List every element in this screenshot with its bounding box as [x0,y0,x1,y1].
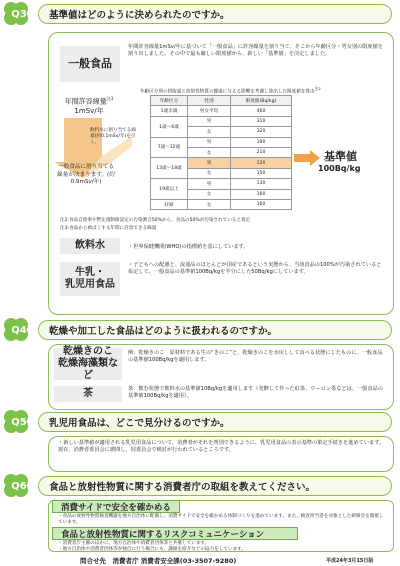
table-row [151,179,292,189]
limit-table [150,95,292,210]
table-cell-age: 妊婦 [151,199,188,209]
q5-title: 乳児用食品は、どこで見分けるのですか。 [38,412,392,432]
table-cell-value: 190 [231,137,292,147]
tea-tag: 茶 [54,386,122,402]
general-alloc-text: 一般食品に割り当てる線量が決まります。(約0.9mSv/年) [57,164,115,186]
table-cell-age: 1歳未満 [151,106,188,116]
table-cell-age: 1歳～6歳 [151,116,188,137]
annual-dose-note: 注3 [106,96,114,101]
table-caption: 年齢区分別の摂取量と放射性物質の健康に与える影響を考慮し算出した限度値を算出$^{注2}$ [140,86,321,95]
table-cell-sex: 男 [188,158,231,168]
q3-badge: Q3 [11,8,27,20]
q6-badge: Q6 [11,480,27,492]
annual-dose [52,96,126,116]
risk-communication-text-a: ・消費者庁主催のほかに、地方自治体や消費者団体等と共催しています。 [58,541,210,546]
table-row [151,137,292,147]
table-cell-value: 160 [231,189,292,199]
table-row [151,116,292,126]
standard-arrow [294,150,320,166]
q6-title: 食品と放射性物質に関する消費者庁の取組を教えてください。 [38,476,392,496]
q5-badge: Q5 [11,416,27,428]
general-food-text: 年間許容線量1mSv/年に基づいて「一般食品」に許容線量を割り当て、そこから年齢区分・男女別の限度値を割り出しました。その中で最も厳しい限度値から、新しい「基準値」を決定しました。 [128,44,383,58]
table-cell-sex: 男 [188,137,231,147]
table-cell-value: 210 [231,147,292,157]
footer-date: 平成24年3月15日版 [326,558,374,564]
table-cell-sex: 男 [188,179,231,189]
table-cell-value: 130 [231,179,292,189]
table-cell-value: 310 [231,116,292,126]
standard-label: 基準値 [324,150,357,163]
tea-text: 茶：飲む状態で飲料水の基準値10Bq/kgを適用します（発酵して作った紅茶、ウーロン茶などは、一般食品の基準値100Bq/kgを適用）。 [128,386,383,400]
risk-communication-text-b: ・地方自治体や消費者団体等が独自に行う場合にも、講師を紹介などの協力をしています。 [58,547,246,552]
q3-title: 基準値はどのように決められたのですか。 [38,4,392,24]
table-cell-sex: 女 [188,189,231,199]
annual-dose-label: 年間許容線量 [64,97,107,106]
table-cell-age: 19歳以上 [151,179,188,200]
table-cell-value: 120 [231,158,292,168]
table-header: 限度値(Bq/kg) [231,96,292,106]
q4-title: 乾燥や加工した食品はどのように扱われるのですか。 [38,320,392,340]
table-row-highlight [151,158,292,168]
table-cell-sex: 女 [188,168,231,178]
q5-text: ・新しい基準値が適用される乳児用食品について、消費者がそれを判別できるように、乳児用食品の表示基準の策定手続きを進めています。現在、消費者委員会に諮問し、同委員会で検討が行われているところです。 [58,440,385,454]
table-row [151,199,292,209]
table-cell-value: 160 [231,199,292,209]
table-header-row [151,96,292,106]
table-cell-value: 150 [231,168,292,178]
table-row [151,106,292,116]
drinking-water-tag: 飲料水 [60,238,120,254]
table-cell-sex: 女 [188,147,231,157]
table-cell-age: 13歳～18歳 [151,158,188,179]
drinking-water-text: ・世界保健機関(WHO)の指標値を基にしています。 [128,244,249,250]
table-header: 年齢区分 [151,96,188,106]
table-cell-sex: 男女平均 [188,106,231,116]
note-3: 注3:食品から被ばくする年間に許容できる線量 [60,226,157,231]
table-cell-sex: 男 [188,116,231,126]
table-cell-value: 460 [231,106,292,116]
q4-badge: Q4 [11,324,27,336]
drinking-alloc-text: 飲料水に割り当てる線量(約0.1mSv/年)を引く。 [90,128,136,146]
dried-food-text: 例：乾燥きのこ 原材料である生の“きのこ”と、乾燥きのこを水戻しして食べる状態にしたものに、一般食品の基準値100Bq/kgを適用します。 [128,350,383,364]
dried-food-tag: 乾燥きのこ 乾燥海藻類など [54,348,122,380]
standard-value: 100Bq/kg [318,164,361,173]
table-cell-sex: 女 [188,127,231,137]
annual-dose-value: 1mSv/年 [74,107,104,116]
table-cell-value: 320 [231,127,292,137]
note-2: 注2:食品自給率や暫定規制値設定の汚染割合50%から、食品の50%が汚染されていると仮定 [60,218,251,223]
risk-communication-heading: 食品と放射性物質に関するリスクコミュニケーション [52,527,298,540]
milk-infant-text: ・子どもへの配慮と、流通品のほとんどが国産であるという実態から、当該食品の100%が汚染されていると仮定して、一般食品の基準値100Bq/kgを半分にした50Bq/kgにしています。 [128,262,382,276]
safety-check-text: ・食品の放射性物質検査機器を地方自治体に配備し、消費サイドで安全を確かめる体制づくりを進めています。また、検査担当者を対象とした研修会を開催しています。 [58,514,384,526]
safety-check-heading: 消費サイドで安全を確かめる [52,500,180,513]
general-food-tag: 一般食品 [60,46,120,82]
table-cell-age: 7歳～12歳 [151,137,188,158]
table-cell-sex: 女 [188,199,231,209]
table-header: 性別 [188,96,231,106]
milk-infant-tag: 牛乳・ 乳児用食品 [60,262,120,296]
table-caption-note: 注2 [314,86,321,91]
footer-contact: 問合せ先 消費者庁 消費者安全課(03-3507-9280) [80,557,237,565]
